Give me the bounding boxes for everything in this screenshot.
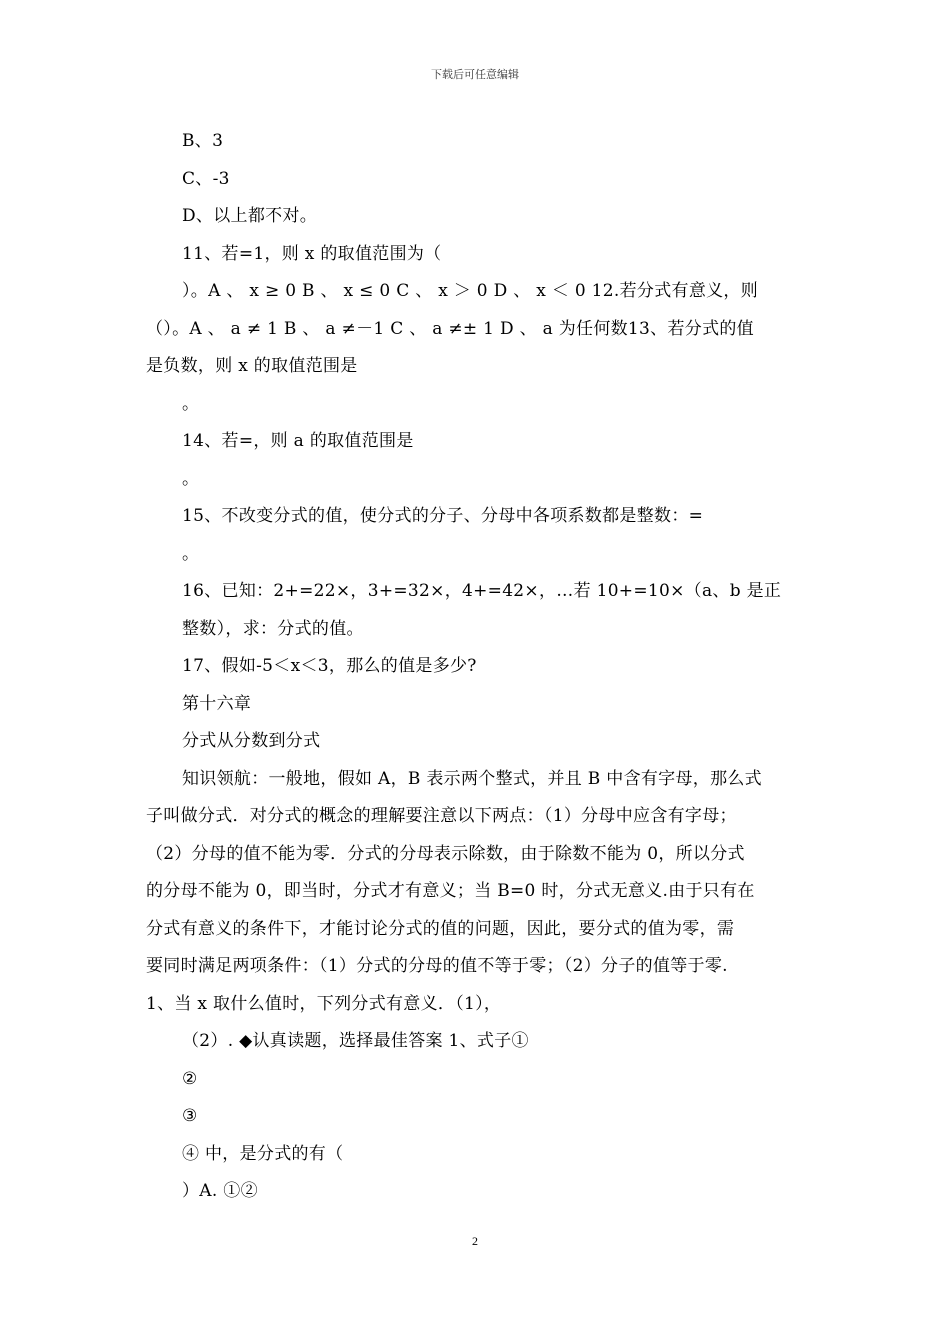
text-line: ④ 中，是分式的有（ [182,1143,344,1164]
text-line: 要同时满足两项条件：（1）分式的分母的值不等于零；（2）分子的值等于零. [146,956,728,976]
page-header: 下载后可任意编辑 [431,68,519,81]
text-line: C、-3 [182,168,230,189]
text-line: 分式有意义的条件下，才能讨论分式的值的问题，因此，要分式的值为零，需 [146,918,735,939]
section-heading: 分式从分数到分式 [182,731,321,751]
text-line: 整数），求：分式的值。 [182,618,364,639]
text-line: 。 [182,543,200,564]
text-line: 子叫做分式．对分式的概念的理解要注意以下两点：（1）分母中应含有字母； [146,806,737,826]
text-line: 。 [182,468,200,489]
document-body [146,123,810,1211]
text-line: 的分母不能为 0，即当时，分式才有意义；当 B=0 时，分式无意义.由于只有在 [146,881,755,901]
chapter-heading: 第十六章 [182,693,252,714]
text-line: D、以上都不对。 [182,206,318,226]
text-line: 知识领航：一般地，假如 A，B 表示两个整式，并且 B 中含有字母，那么式 [182,768,762,789]
text-line: 。 [182,393,200,414]
text-line: ）。A 、 x ≥ 0 B 、 x ≤ 0 C 、 x ＞ 0 D 、 x ＜ 0 12.若分式有意义，则 [182,281,759,301]
text-line: ③ [182,1106,198,1126]
page-number: 2 [472,1234,478,1248]
text-line: （）。A 、 a ≠ 1 B 、 a ≠－1 C 、 a ≠± 1 D 、 a 为任何数13、若分式的值 [146,318,754,339]
text-line: ② [182,1068,198,1089]
text-line: 14、若=，则 a 的取值范围是 [182,431,414,451]
text-line: 是负数，则 x 的取值范围是 [146,356,358,376]
text-line: 17、假如-5＜x＜3，那么的值是多少? [182,656,477,676]
text-line: （2）分母的值不能为零．分式的分母表示除数，由于除数不能为 0，所以分式 [146,843,745,864]
text-line: （2）. ◆认真读题，选择最佳答案 1、式子① [182,1031,529,1051]
text-line: 11、若=1，则 x 的取值范围为（ [182,243,442,264]
text-line: ）A. ①② [182,1181,258,1201]
text-line: B、3 [182,131,224,151]
text-line: 1、当 x 取什么值时，下列分式有意义．（1）， [146,993,502,1014]
text-line: 15、不改变分式的值，使分式的分子、分母中各项系数都是整数：= [182,506,704,526]
text-line: 16、已知：2+=22×，3+=32×，4+=42×，…若 10+=10×（a、b 是正 [182,581,782,601]
